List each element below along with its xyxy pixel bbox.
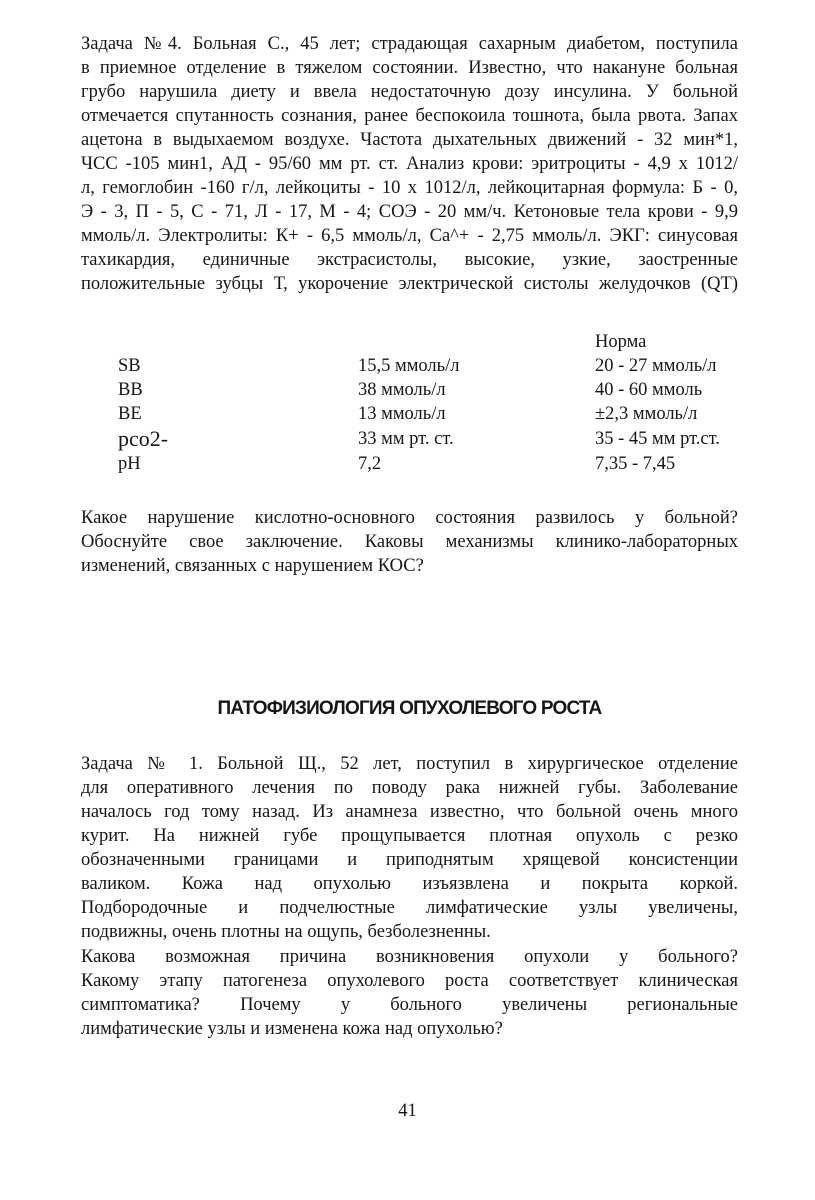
paragraph-line: в приемное отделение в тяжелом состоянии. Известно, что накануне больная — [81, 58, 738, 78]
paragraph-line: ммоль/л. Электролиты: К+ - 6,5 ммоль/л, Са^+ - 2,75 ммоль/л. ЭКГ: синусовая — [81, 226, 738, 246]
question-2-paragraph — [81, 945, 738, 1041]
paragraph-line: Задача № 1. Больной Щ., 52 лет, поступил в хирургическое отделение — [81, 754, 738, 774]
lab-row — [118, 380, 738, 404]
paragraph-line: ацетона в выдыхаемом воздухе. Частота дыхательных движений - 32 мин*1, — [81, 130, 738, 150]
paragraph-line: для оперативного лечения по поводу рака нижней губы. Заболевание — [81, 778, 738, 798]
section-heading: ПАТОФИЗИОЛОГИЯ ОПУХОЛЕВОГО РОСТА — [217, 698, 602, 719]
lab-value: 15,5 ммоль/л — [358, 356, 460, 376]
lab-norm: 7,35 - 7,45 — [595, 454, 676, 474]
lab-norm: 20 - 27 ммоль/л — [595, 356, 717, 376]
lab-norm: ±2,3 ммоль/л — [595, 404, 698, 424]
lab-parameter: BE — [118, 404, 142, 424]
lab-value: 7,2 — [358, 454, 382, 474]
paragraph-line: Э - 3, П - 5, С - 71, Л - 17, М - 4; СОЭ - 20 мм/ч. Кетоновые тела крови - 9,9 — [81, 202, 738, 222]
paragraph-line: Какому этапу патогенеза опухолевого роста соответствует клиническая — [81, 971, 738, 991]
lab-row — [118, 356, 738, 380]
lab-parameter: рН — [118, 454, 141, 474]
paragraph-line: изменений, связанных с нарушением КОС? — [81, 556, 424, 576]
paragraph-line: валиком. Кожа над опухолью изъязвлена и покрыта коркой. — [81, 874, 738, 894]
lab-row — [118, 404, 738, 428]
task-1-paragraph — [81, 752, 738, 944]
paragraph-line: подвижны, очень плотны на ощупь, безболезненны. — [81, 922, 491, 942]
paragraph-line: лимфатические узлы и изменена кожа над опухолью? — [81, 1019, 503, 1039]
paragraph-line: симптоматика? Почему у больного увеличены региональные — [81, 995, 738, 1015]
lab-value: 33 мм рт. ст. — [358, 429, 454, 449]
paragraph-line: ЧСС -105 мин1, АД - 95/60 мм рт. ст. Анализ крови: эритроциты - 4,9 х 1012/ — [81, 154, 738, 174]
paragraph-line: Задача №4. Больная С., 45 лет; страдающая сахарным диабетом, поступила — [81, 34, 738, 54]
lab-row — [118, 454, 738, 478]
paragraph-line: отмечается спутанность сознания, ранее беспокоила тошнота, была рвота. Запах — [81, 106, 738, 126]
lab-parameter: ВВ — [118, 380, 143, 400]
lab-parameter: pco2- — [118, 426, 169, 451]
task-4-paragraph — [81, 32, 738, 296]
question-1-paragraph — [81, 506, 738, 578]
norm-column-header: Норма — [595, 332, 647, 352]
lab-value: 38 ммоль/л — [358, 380, 446, 400]
paragraph-line: положительные зубцы Т, укорочение электрической систолы желудочков (QT) — [81, 274, 738, 294]
paragraph-line: Обоснуйте свое заключение. Каковы механизмы клинико-лабораторных — [81, 532, 738, 552]
paragraph-line: л, гемоглобин -160 г/л, лейкоциты - 10 х 1012/л, лейкоцитарная формула: Б - 0, — [81, 178, 738, 198]
paragraph-line: курит. На нижней губе прощупывается плотная опухоль с резко — [81, 826, 738, 846]
lab-parameter: SB — [118, 356, 141, 376]
paragraph-line: Какова возможная причина возникновения опухоли у больного? — [81, 947, 738, 967]
page-number: 41 — [398, 1101, 417, 1121]
paragraph-line: грубо нарушила диету и ввела недостаточную дозу инсулина. У больной — [81, 82, 738, 102]
paragraph-line: обозначенными границами и приподнятым хрящевой консистенции — [81, 850, 738, 870]
lab-norm: 35 - 45 мм рт.ст. — [595, 429, 720, 449]
lab-norm: 40 - 60 ммоль — [595, 380, 703, 400]
paragraph-line: Подбородочные и подчелюстные лимфатические узлы увеличены, — [81, 898, 738, 918]
paragraph-line: тахикардия, единичные экстрасистолы, высокие, узкие, заостренные — [81, 250, 738, 270]
lab-row — [118, 426, 738, 453]
lab-value: 13 ммоль/л — [358, 404, 446, 424]
paragraph-line: Какое нарушение кислотно-основного состояния развилось у больной? — [81, 508, 738, 528]
paragraph-line: началось год тому назад. Из анамнеза известно, что больной очень много — [81, 802, 738, 822]
